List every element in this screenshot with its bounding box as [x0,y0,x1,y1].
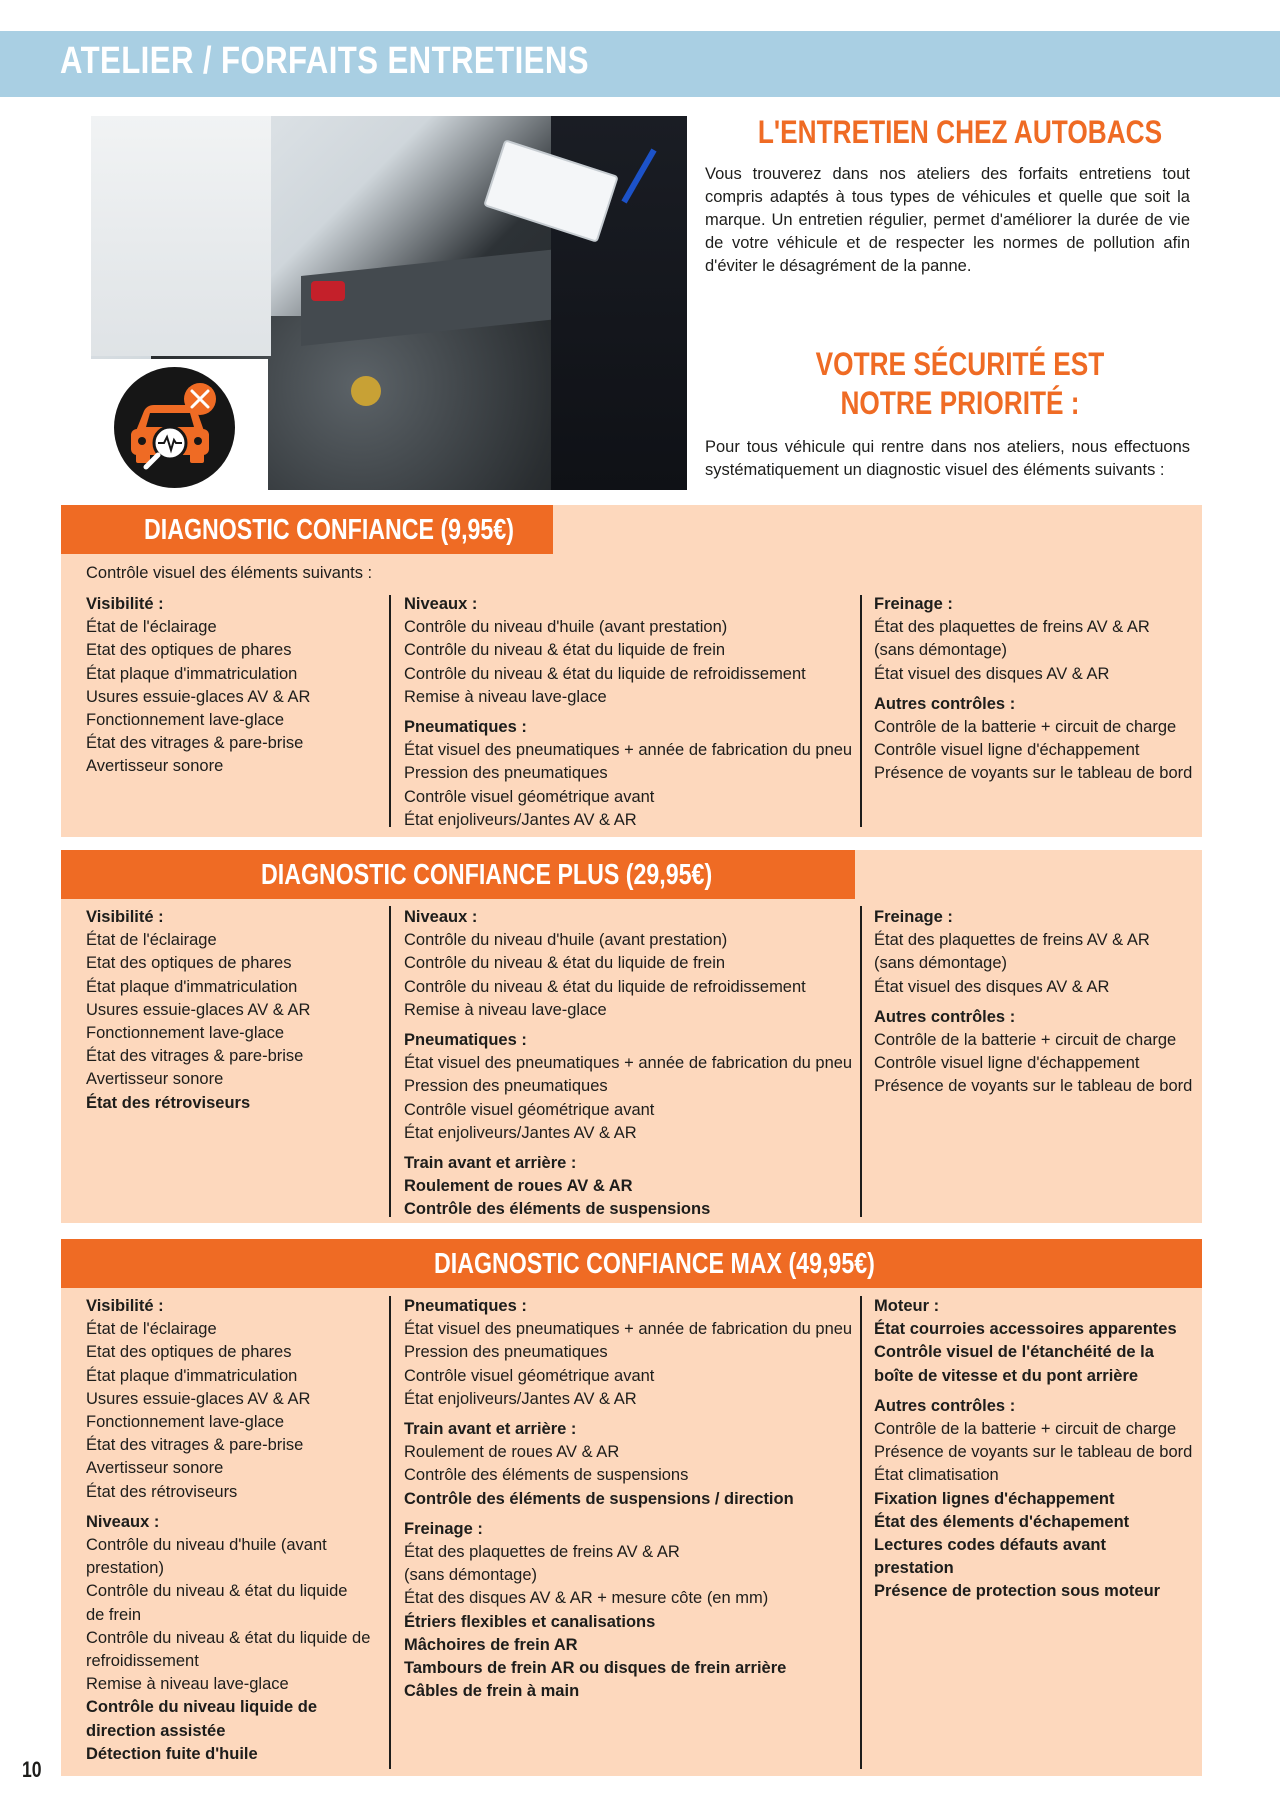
package-title: DIAGNOSTIC CONFIANCE MAX (49,95€) [434,1248,875,1280]
checklist-section [86,1295,370,1504]
checklist-item: Pression des pneumatiques [404,764,608,783]
checklist-section-heading: Pneumatiques : [404,1031,527,1050]
checklist-section [86,906,310,1115]
checklist-section-heading: Niveaux : [86,1512,160,1531]
checklist-section-heading: Niveaux : [404,595,478,613]
checklist-item: Usures essuie-glaces AV & AR [86,1389,311,1408]
checklist-item: Etat des optiques de phares [86,954,292,973]
checklist-item: Fonctionnement lave-glace [86,1024,285,1043]
checklist-item: Contrôle des éléments de suspensions [404,1200,711,1219]
checklist-section [86,1511,370,1766]
checklist-item: Contrôle visuel ligne d'échappement [874,1054,1140,1073]
checklist-item: État plaque d'immatriculation [86,977,298,996]
checklist-section [874,1006,1192,1099]
checklist-item: État plaque d'immatriculation [86,1366,298,1385]
checklist-section [404,1295,852,1411]
checklist-section-heading: Train avant et arrière : [404,1154,577,1173]
checklist-section [404,1418,852,1511]
checklist-item: Roulement de roues AV & AR [404,1177,633,1196]
intro-heading: L'ENTRETIEN CHEZ AUTOBACS [757,114,1163,150]
checklist-item: Roulement de roues AV & AR [404,1443,620,1462]
checklist-section-heading: Autres contrôles : [874,694,1016,713]
checklist-section [874,593,1192,686]
checklist-item: Contrôle du niveau & état du liquide de refroidissement [404,664,806,683]
package-title-bar [61,505,553,554]
checklist-item: Pression des pneumatiques [404,1077,608,1096]
checklist-item: Contrôle de la batterie + circuit de charge [874,1420,1177,1439]
checklist-item: État visuel des disques AV & AR [874,664,1110,683]
checklist-item: Contrôle du niveau & état du liquide de frein [404,954,726,973]
checklist-item: refroidissement [86,1652,199,1671]
package-title: DIAGNOSTIC CONFIANCE (9,95€) [144,514,514,546]
background-car [91,116,271,356]
checklist-item: État de l'éclairage [86,931,217,950]
checklist-item: Détection fuite d'huile [86,1744,258,1763]
checklist-item: Remise à niveau lave-glace [404,1000,607,1019]
checklist-item: Avertisseur sonore [86,1459,224,1478]
safety-heading [747,345,1173,423]
checklist-item: Remise à niveau lave-glace [404,687,607,706]
checklist-item: Fonctionnement lave-glace [86,711,285,730]
checklist-section [874,906,1192,999]
checklist-item: État de l'éclairage [86,1320,217,1339]
checklist-item: État des rétroviseurs [86,1093,251,1112]
column-divider [389,595,391,827]
checklist-item: Contrôle visuel géométrique avant [404,1366,655,1385]
page-number: 10 [22,1757,42,1782]
checklist-item: État visuel des disques AV & AR [874,977,1110,996]
checklist-item: Lectures codes défauts avant [874,1536,1106,1555]
checklist-item: Contrôle visuel géométrique avant [404,1100,655,1119]
checklist-item: Contrôle du niveau d'huile (avant prestation) [404,618,728,637]
checklist-section-heading: Moteur : [874,1297,940,1315]
checklist-section [404,1152,852,1222]
checklist-section [404,1518,852,1704]
safety-heading-line2: NOTRE PRIORITÉ : [840,385,1080,421]
column-divider [860,595,862,827]
checklist-item: boîte de vitesse et du pont arrière [874,1366,1139,1385]
checklist-item: Contrôle de la batterie + circuit de charge [874,1031,1177,1050]
checklist-item: Présence de voyants sur le tableau de bord [874,764,1193,783]
checklist-item: (sans démontage) [404,1566,537,1585]
checklist-item: Contrôle des éléments de suspensions [404,1466,689,1485]
checklist-section-heading: Pneumatiques : [404,718,527,737]
checklist-item: Contrôle visuel géométrique avant [404,787,655,806]
checklist-item: État de l'éclairage [86,618,217,637]
checklist-item: Contrôle du niveau d'huile (avant [86,1536,327,1555]
checklist-item: État des plaquettes de freins AV & AR [874,618,1150,637]
checklist-item: Fonctionnement lave-glace [86,1413,285,1432]
checklist-section-heading: Visibilité : [86,595,164,613]
checklist-item: État des plaquettes de freins AV & AR [404,1543,680,1562]
checklist-section-heading: Autres contrôles : [874,1007,1016,1026]
checklist-item: Contrôle des éléments de suspensions / direction [404,1489,794,1508]
checklist-item: État climatisation [874,1466,999,1485]
checklist-section-heading: Niveaux : [404,908,478,926]
checklist-item: État visuel des pneumatiques + année de fabrication du pneu [404,741,853,760]
checklist-item: État enjoliveurs/Jantes AV & AR [404,810,637,829]
car-diagnostic-icon [114,367,235,488]
checklist-item: Contrôle du niveau & état du liquide de refroidissement [404,977,806,996]
package-title-bar [61,1239,1202,1288]
checklist-section-heading: Freinage : [874,595,953,613]
checklist-item: Étriers flexibles et canalisations [404,1612,656,1631]
checklist-item: Contrôle du niveau & état du liquide de frein [404,641,726,660]
column-divider [860,1296,862,1769]
checklist-item: Etat des optiques de phares [86,641,292,660]
checklist-item: Contrôle du niveau liquide de [86,1698,318,1717]
package-title-bar [61,850,855,899]
package-intro: Contrôle visuel des éléments suivants : [86,564,373,582]
package-title: DIAGNOSTIC CONFIANCE PLUS (29,95€) [261,859,713,891]
checklist-item: Présence de voyants sur le tableau de bord [874,1443,1193,1462]
checklist-item: Contrôle du niveau & état du liquide de [86,1628,371,1647]
checklist-item: Remise à niveau lave-glace [86,1675,289,1694]
checklist-item: Avertisseur sonore [86,1070,224,1089]
checklist-item: État des rétroviseurs [86,1482,238,1501]
checklist-item: Contrôle de la batterie + circuit de charge [874,718,1177,737]
checklist-item: État visuel des pneumatiques + année de fabrication du pneu [404,1320,853,1339]
checklist-item: Mâchoires de frein AR [404,1635,578,1654]
checklist-section [874,1395,1192,1604]
checklist-item: État enjoliveurs/Jantes AV & AR [404,1123,637,1142]
package-column [874,906,1192,1106]
package-column [874,1295,1192,1611]
checklist-item: Présence de voyants sur le tableau de bord [874,1077,1193,1096]
checklist-section [86,593,310,779]
checklist-item: État des vitrages & pare-brise [86,1047,304,1066]
package-column [86,906,310,1122]
package-column [404,1295,852,1710]
checklist-item: État courroies accessoires apparentes [874,1320,1177,1339]
package-column [86,593,310,786]
column-divider [389,1296,391,1769]
engine-cap-yellow [351,376,381,406]
intro-paragraph: Vous trouverez dans nos ateliers des forfaits entretiens tout compris adaptés à tous types de véhicules et quelle que soit la marque. Un entretien régulier, permet d'améliorer la durée de vie de votre véhicule et de respecter les normes de pollution afin d'éviter le désagrément de la panne. [705,165,1190,275]
checklist-item: Présence de protection sous moteur [874,1582,1161,1601]
checklist-item: État plaque d'immatriculation [86,664,298,683]
checklist-section-heading: Visibilité : [86,908,164,926]
safety-heading-line1: VOTRE SÉCURITÉ EST [815,346,1105,382]
checklist-item: État des élements d'échapement [874,1512,1130,1531]
checklist-item: prestation) [86,1559,164,1578]
checklist-section-heading: Autres contrôles : [874,1396,1016,1415]
checklist-item: prestation [874,1559,954,1578]
checklist-item: Avertisseur sonore [86,757,224,776]
checklist-item: Pression des pneumatiques [404,1343,608,1362]
checklist-item: Contrôle visuel de l'étanchéité de la [874,1343,1154,1362]
checklist-section [404,906,852,1022]
checklist-section [874,693,1192,786]
checklist-section-heading: Freinage : [874,908,953,926]
checklist-item: État des vitrages & pare-brise [86,1436,304,1455]
checklist-item: État des plaquettes de freins AV & AR [874,931,1150,950]
package-column [404,593,852,839]
checklist-section-heading: Visibilité : [86,1297,164,1315]
checklist-item: Fixation lignes d'échappement [874,1489,1115,1508]
checklist-item: Tambours de frein AR ou disques de frein arrière [404,1659,787,1678]
checklist-item: État des disques AV & AR + mesure côte (en mm) [404,1589,769,1608]
checklist-section-heading: Freinage : [404,1519,483,1538]
checklist-section [404,1029,852,1145]
column-divider [860,906,862,1217]
checklist-item: de frein [86,1605,142,1624]
checklist-item: (sans démontage) [874,954,1007,973]
checklist-item: Câbles de frein à main [404,1682,580,1701]
engine-cap-red [311,281,345,301]
checklist-item: Contrôle du niveau d'huile (avant prestation) [404,931,728,950]
checklist-item: État visuel des pneumatiques + année de fabrication du pneu [404,1054,853,1073]
checklist-item: Etat des optiques de phares [86,1343,292,1362]
package-column [86,1295,370,1773]
checklist-item: Usures essuie-glaces AV & AR [86,1000,311,1019]
safety-paragraph: Pour tous véhicule qui rentre dans nos ateliers, nous effectuons systématiquement un diagnostic visuel des éléments suivants : [705,438,1190,479]
checklist-section [404,716,852,832]
checklist-section-heading: Train avant et arrière : [404,1420,577,1439]
checklist-section-heading: Pneumatiques : [404,1297,527,1315]
checklist-section [874,1295,1192,1388]
page-title: ATELIER / FORFAITS ENTRETIENS [60,40,589,82]
checklist-item: direction assistée [86,1721,226,1740]
checklist-item: État des vitrages & pare-brise [86,734,304,753]
checklist-item: Usures essuie-glaces AV & AR [86,687,311,706]
checklist-section [404,593,852,709]
package-column [404,906,852,1229]
checklist-item: État enjoliveurs/Jantes AV & AR [404,1389,637,1408]
column-divider [389,906,391,1217]
checklist-item: (sans démontage) [874,641,1007,660]
checklist-item: Contrôle du niveau & état du liquide [86,1582,348,1601]
checklist-item: Contrôle visuel ligne d'échappement [874,741,1140,760]
package-column [874,593,1192,793]
